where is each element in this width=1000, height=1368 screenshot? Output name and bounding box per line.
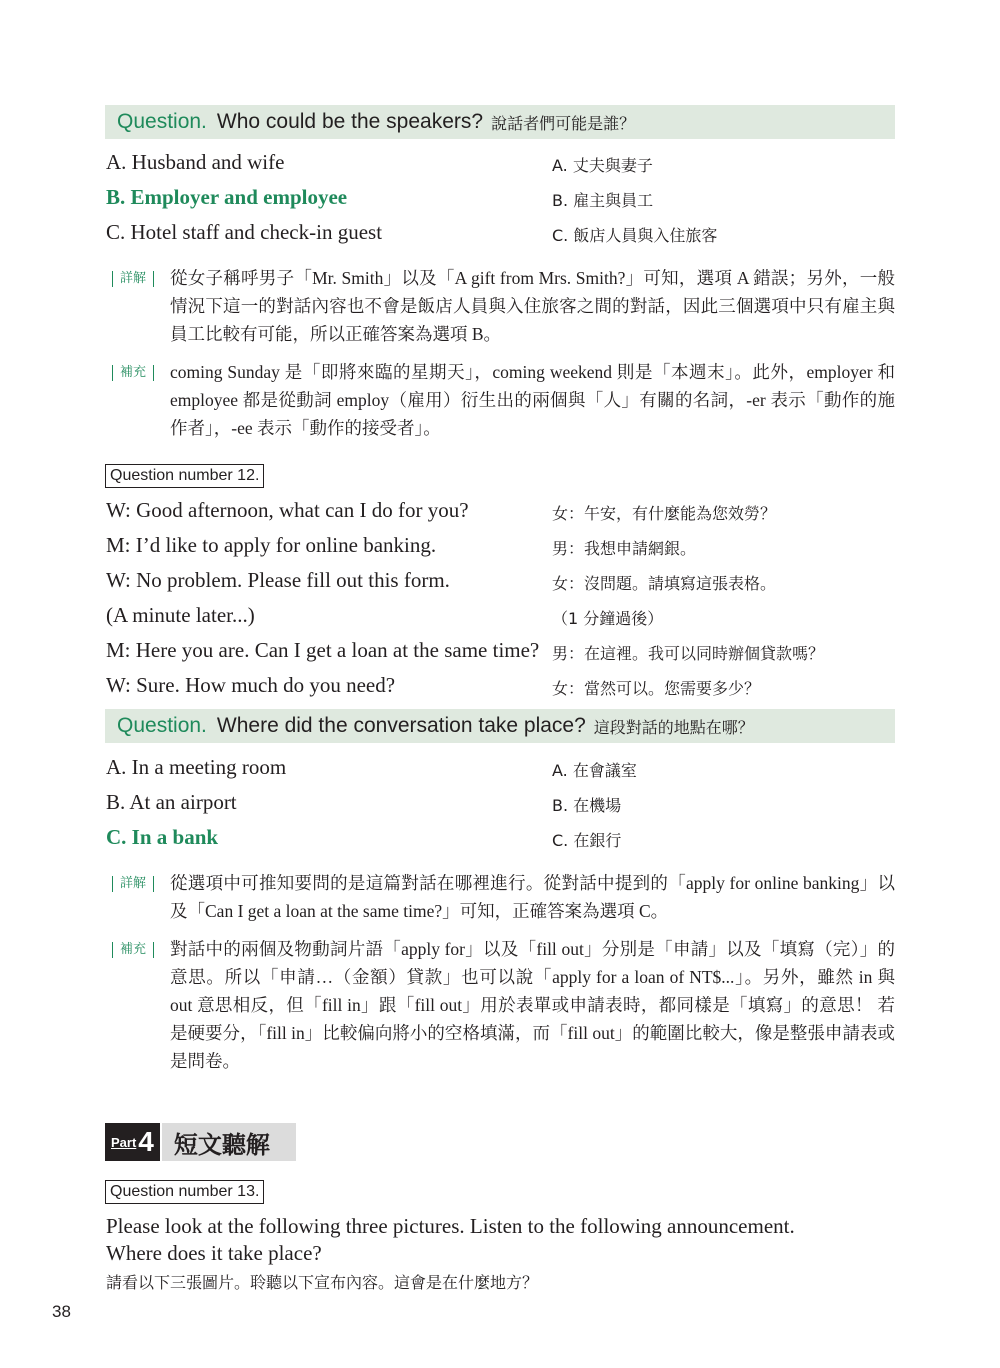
question-number-13: Question number 13. — [105, 1180, 264, 1204]
option-b-zh: B. 雇主與員工 — [552, 191, 654, 210]
dialogue-line-zh: 男：我想申請網銀。 — [552, 539, 697, 558]
supplement-tag: 補充 — [112, 365, 154, 381]
option-c-zh: C. 飯店人員與入住旅客 — [552, 226, 718, 245]
page-number: 38 — [52, 1302, 71, 1321]
part-number: 4 — [138, 1126, 154, 1157]
option-b: B. At an airport — [106, 790, 237, 814]
option-a-zh: A. 在會議室 — [552, 761, 637, 780]
detail-tag: 詳解 — [112, 271, 154, 287]
instruction-line-1: Please look at the following three pictures. Listen to the following announcement. — [106, 1214, 795, 1238]
option-c-correct: C. In a bank — [106, 825, 219, 849]
detail-tag: 詳解 — [112, 876, 154, 892]
question-text: Who could be the speakers? — [216, 110, 484, 133]
dialogue-line: W: Sure. How much do you need? — [106, 673, 396, 697]
dialogue-line: M: I’d like to apply for online banking. — [106, 533, 437, 557]
part-badge — [105, 1123, 160, 1161]
instruction-zh: 請看以下三張圖片。聆聽以下宣布內容。這會是在什麼地方？ — [106, 1273, 539, 1292]
dialogue-line-zh: （1 分鐘過後） — [552, 609, 664, 628]
question-text-zh: 說話者們可能是誰？ — [491, 115, 636, 133]
dialogue-line-zh: 女：沒問題。請填寫這張表格。 — [552, 574, 777, 593]
detail-text: 從女子稱呼男子「Mr. Smith」以及「A gift from Mrs. Smith?」可知，選項 A 錯誤；另外，一般情況下這一的對話內容也不會是飯店人員與入住旅客之間的對話，因此三個選項中只有雇主與員工比較有可能，所以正確答案為選項 B。 — [170, 268, 895, 344]
option-c-zh: C. 在銀行 — [552, 831, 622, 850]
dialogue-line: W: No problem. Please fill out this form. — [106, 568, 450, 592]
dialogue-line-zh: 男：在這裡。我可以同時辦個貸款嗎？ — [552, 644, 825, 663]
option-a-zh: A. 丈夫與妻子 — [552, 156, 653, 175]
supplement-tag: 補充 — [112, 942, 154, 958]
option-b-zh: B. 在機場 — [552, 796, 622, 815]
question-text-zh: 這段對話的地點在哪？ — [593, 719, 754, 737]
option-a: A. Husband and wife — [106, 150, 285, 174]
option-c: C. Hotel staff and check-in guest — [106, 220, 383, 244]
dialogue-line: M: Here you are. Can I get a loan at the same time? — [106, 638, 540, 662]
supplement-text: coming Sunday 是「即將來臨的星期天」，coming weekend 則是「本週末」。此外，employer 和 employee 都是從動詞 employ（雇用）衍生出的兩個與「人」有關的名詞，-er 表示「動作的施作者」，-ee 表示「動作的接受者」。 — [170, 362, 895, 438]
dialogue-line-zh: 女：當然可以。您需要多少？ — [552, 679, 761, 698]
question-label: Question. — [117, 110, 207, 133]
question-bar — [105, 105, 895, 139]
dialogue-line: W: Good afternoon, what can I do for you? — [106, 498, 469, 522]
instruction-line-2: Where does it take place? — [106, 1241, 322, 1265]
option-a: A. In a meeting room — [106, 755, 287, 779]
question-number-12: Question number 12. — [105, 464, 264, 488]
question-bar — [105, 709, 895, 743]
question-text: Where did the conversation take place? — [216, 714, 586, 737]
part-header — [105, 1123, 296, 1161]
question-label: Question. — [117, 714, 207, 737]
dialogue-line-zh: 女：午安，有什麼能為您效勞？ — [552, 504, 777, 523]
detail-text: 從選項中可推知要問的是這篇對話在哪裡進行。從對話中提到的「apply for online banking」以及「Can I get a loan at the same time?」可知，正確答案為選項 C。 — [170, 873, 895, 921]
dialogue-line: (A minute later...) — [106, 603, 255, 627]
part-word: Part — [111, 1134, 137, 1150]
option-b-correct: B. Employer and employee — [106, 185, 348, 209]
part-title: 短文聽解 — [162, 1123, 296, 1161]
supplement-text: 對話中的兩個及物動詞片語「apply for」以及「fill out」分別是「申請」以及「填寫（完）」的意思。所以「申請…（金額）貸款」也可以說「apply for a loan of NT$...」。另外，雖然 in 與 out 意思相反，但「fill in」跟「fill out」用於表單或申請表時，都同樣是「填寫」的意思！ 若是硬要分，「fill in」比較偏向將小的空格填滿，而「fill out」的範圍比較大，像是整張申請表或是問卷。 — [170, 939, 895, 1071]
